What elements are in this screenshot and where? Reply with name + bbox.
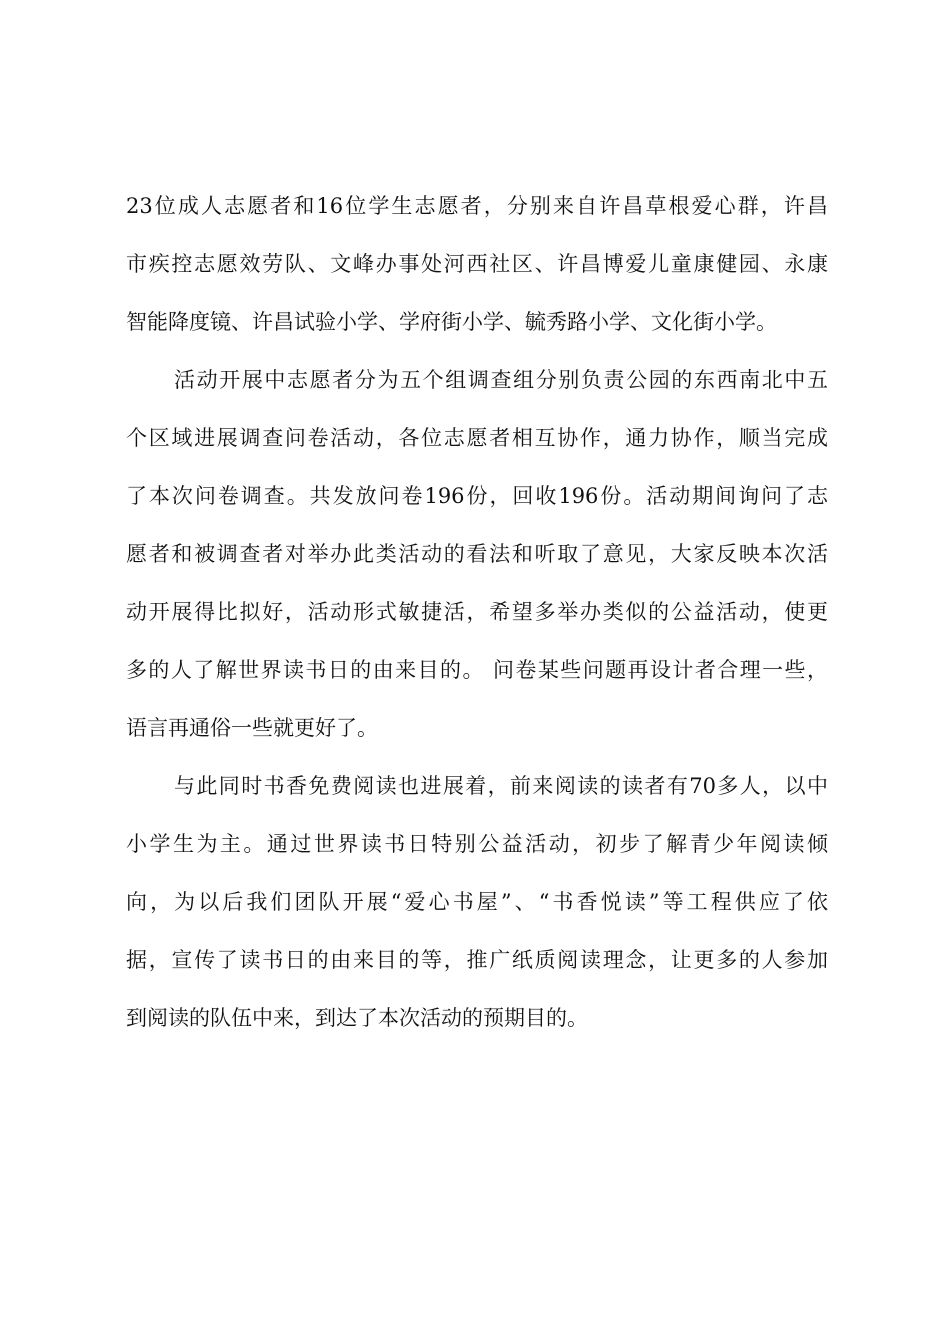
- text-line: 23位成人志愿者和16位学生志愿者，分别来自许昌草根爱心群，许昌: [126, 194, 828, 218]
- text-line: 市疾控志愿效劳队、文峰办事处河西社区、许昌博爱儿童康健园、永康: [126, 252, 828, 276]
- text-line: 向，为以后我们团队开展“爱心书屋”、“书香悦读”等工程供应了依: [126, 890, 828, 914]
- text-line: 据，宣传了读书日的由来目的等，推广纸质阅读理念，让更多的人参加: [126, 948, 828, 972]
- text-line: 到阅读的队伍中来，到达了本次活动的预期目的。: [126, 1006, 588, 1030]
- text-line: 与此同时书香免费阅读也进展着，前来阅读的读者有70多人，以中: [174, 774, 828, 798]
- text-line: 个区域进展调查问卷活动，各位志愿者相互协作，通力协作，顺当完成: [126, 426, 828, 450]
- text-line: 动开展得比拟好，活动形式敏捷活，希望多举办类似的公益活动，使更: [126, 600, 828, 624]
- text-line: 了本次问卷调查。共发放问卷196份，回收196份。活动期间询问了志: [126, 484, 828, 508]
- text-line: 多的人了解世界读书日的由来目的。 问卷某些问题再设计者合理一些，: [126, 658, 828, 682]
- text-line: 愿者和被调查者对举办此类活动的看法和听取了意见，大家反映本次活: [126, 542, 828, 566]
- paragraph-survey: [126, 361, 828, 747]
- text-line: 小学生为主。通过世界读书日特别公益活动，初步了解青少年阅读倾: [126, 832, 828, 856]
- document-body: [126, 187, 828, 1057]
- text-line: 语言再通俗一些就更好了。: [126, 716, 378, 740]
- text-line: 智能降度镜、许昌试验小学、学府街小学、毓秀路小学、文化街小学。: [126, 310, 777, 334]
- text-line: 活动开展中志愿者分为五个组调查组分别负责公园的东西南北中五: [174, 368, 828, 392]
- paragraph-reading: [126, 767, 828, 1037]
- paragraph-volunteers: [126, 187, 828, 341]
